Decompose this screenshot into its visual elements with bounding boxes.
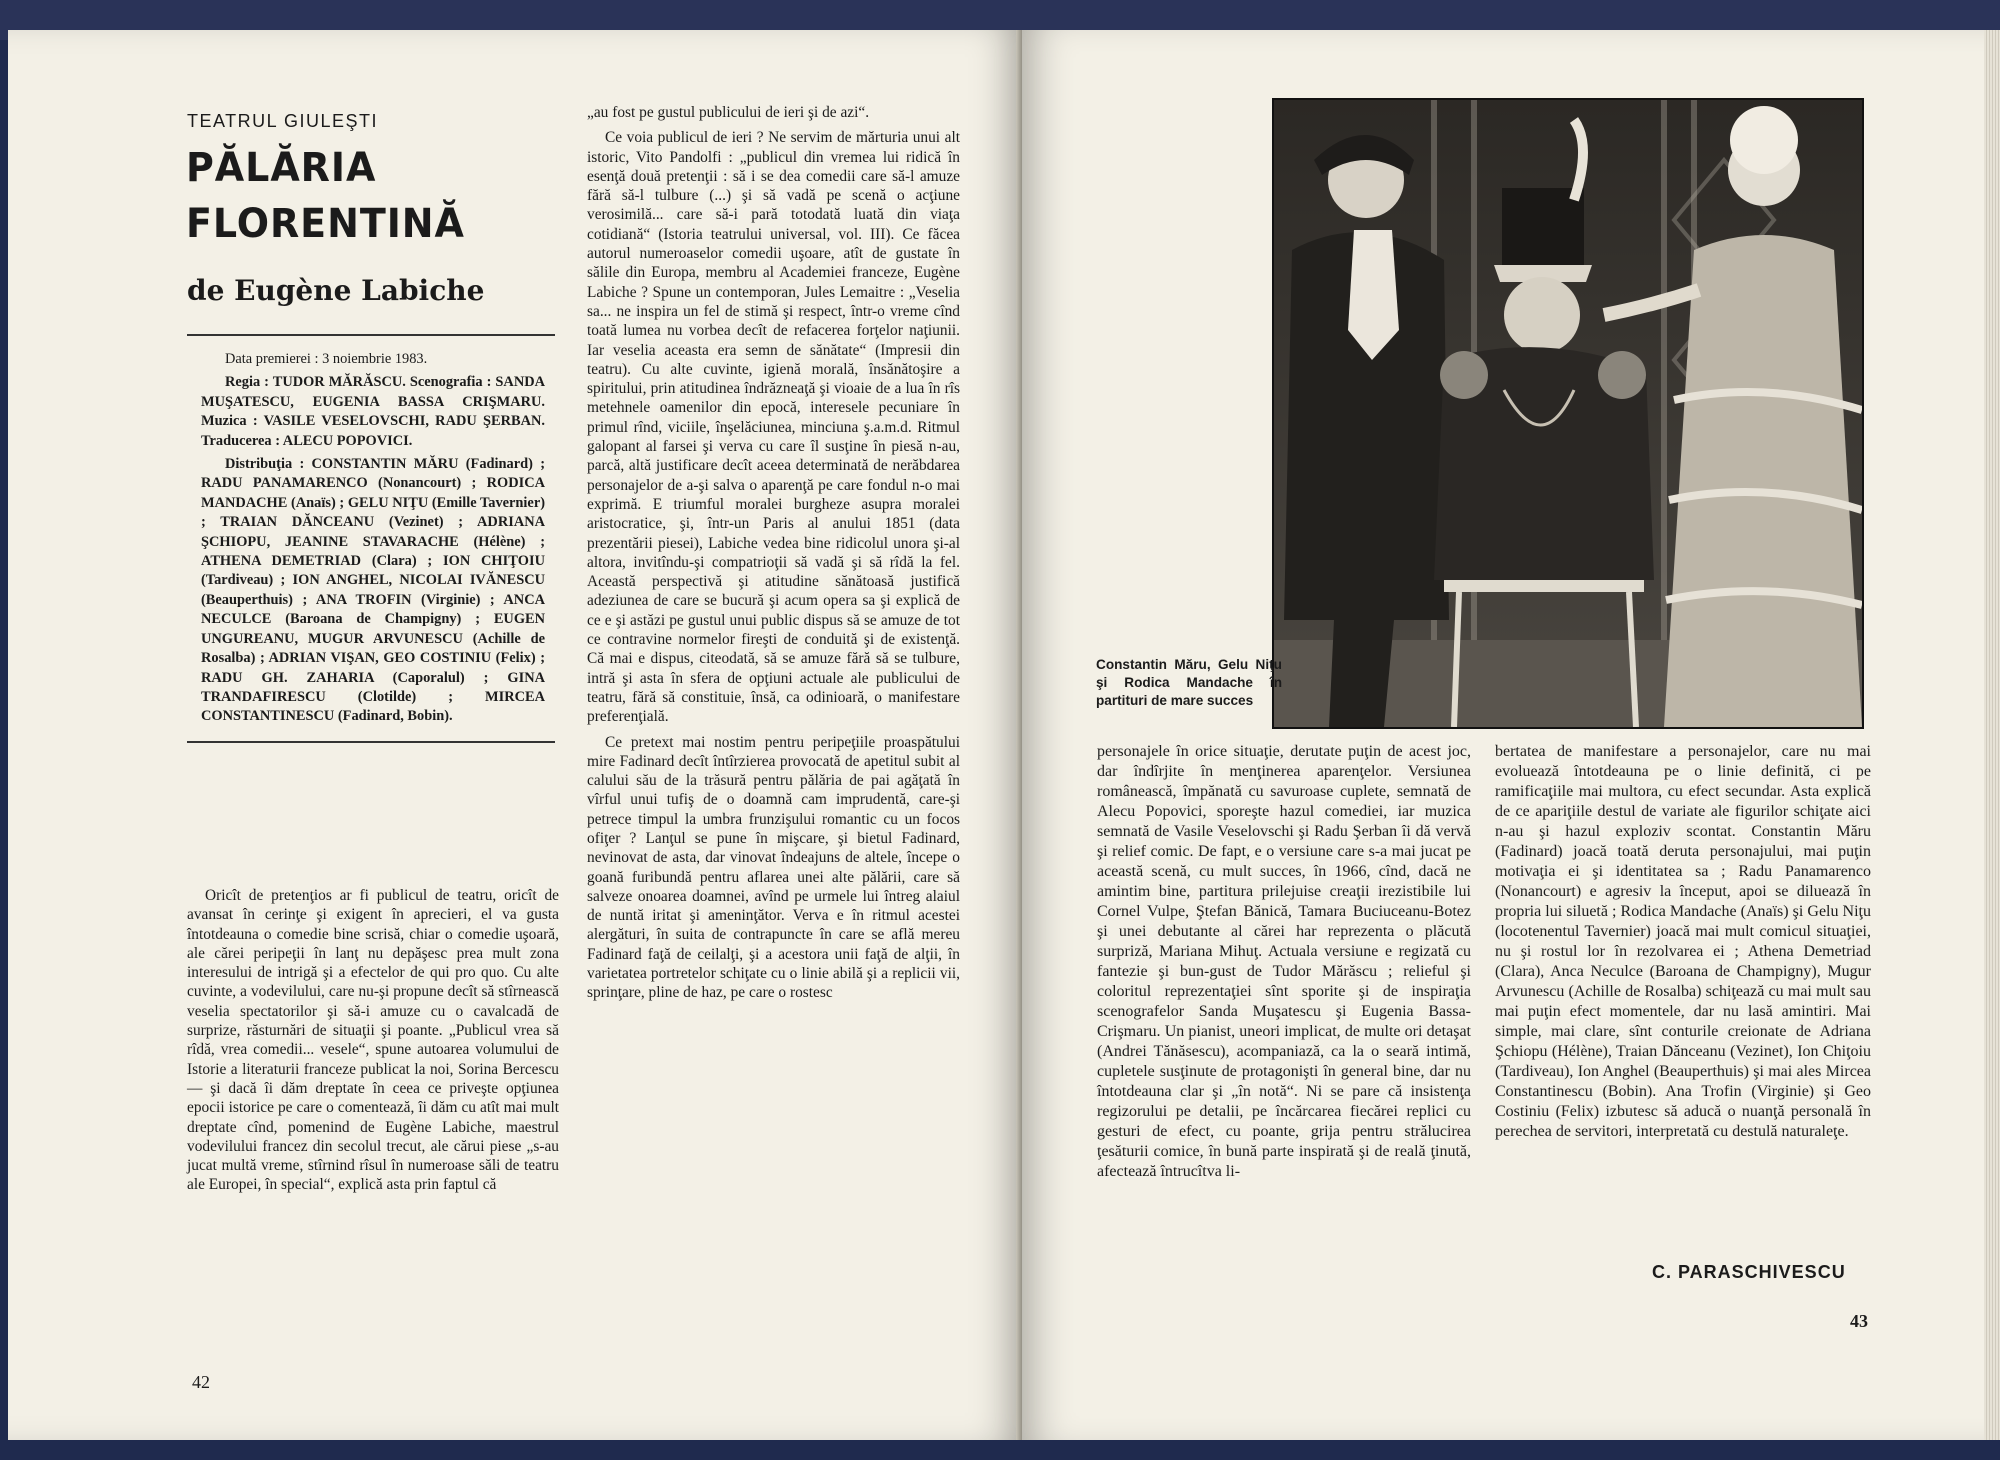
article-paragraph: Ce pretext mai nostim pentru peripeţiile proaspătului mire Fadinard decît întîrzierea provocată de apetitul subit al calului său de la trăsură pentru pălăria de pai agăţată în vîrful unui tufiş de o doamnă cam imprudentă, care-şi petrece timpul la umbra frunzişului romantic cu un focos ofiţer ? Lanţul se pune în mişcare, şi bietul Fadinard, nevinovat de asta, dar vinovat îndeajuns de altele, începe o goană furibundă pentru aflarea unei alte pălării, care să salveze onoarea doamnei, avînd pe urmele lui întreg alaiul de nuntă iritat şi ameninţător. Verva e în ritmul acestei alergături, în suita de contrapuncte în care se află mereu Fadinard faţă de ceilalţi, şi a acestora unii faţă de alţii, în varietatea portretelor schiţate cu o linie abilă şi a replicii vii, sprinţare, pline de haz, pe care o rostesc — [587, 733, 960, 1002]
page-number-right: 43 — [1850, 1311, 1868, 1331]
cast-list: Distribuţia : CONSTANTIN MĂRU (Fadinard) ; RADU PANAMARENCO (Nonancourt) ; RODICA MANDACHE (Anaïs) ; GELU NIŢU (Emille Tavernier) ; TRAIAN DĂNCEANU (Vezinet) ; ADRIANA ŞCHIOPU, JEANINE STAVARACHE (Hélène) ; ATHENA DEMETRIAD (Clara) ; ION CHIŢOIU (Tardiveau) ; ION ANGHEL, NICOLAI IVĂNESCU (Beauperthuis) ; ANA TROFIN (Virginie) ; ANCA NECULCE (Baroana de Champigny) ; EUGEN UNGUREANU, MUGUR ARVUNESCU (Achille de Rosalba) ; ADRIAN VIŞAN, GEO COSTINIU (Felix) ; RADU GH. ZAHARIA (Caporalul) ; GINA TRANDAFIRESCU (Clotilde) ; MIRCEA CONSTANTINESCU (Fadinard, Bobin). — [201, 456, 545, 725]
play-author: de Eugène Labiche — [187, 274, 485, 307]
premiere-date: Data premierei : 3 noiembrie 1983. — [225, 351, 428, 367]
left-column-2 — [587, 103, 960, 1009]
play-title-line2: FLORENTINĂ — [186, 201, 465, 247]
play-title-line1: PĂLĂRIA — [186, 145, 377, 191]
right-column-2 — [1495, 742, 1871, 1142]
article-paragraph: Ce voia publicul de ieri ? Ne servim de mărturia unui alt istoric, Vito Pandolfi : „publicul din vremea lui ridică în esenţă două pretenţii : să i se dea comedii care să-l amuze fără să-l tulbure (...) şi să vadă pe scenă o acţiune verosimilă... care să-i pară totodată luată din viaţa cotidiană“ (Istoria teatrului universal, vol. III). Ce făcea autorul numeroaselor comedii uşoare, atît de gustate în sălile din Europa, membru al Academiei franceze, Eugène Labiche ? Spune un contemporan, Jules Lemaitre : „Veselia sa... ne inspira un fel de stimă şi respect, într-o vreme cînd toată lumea nu vorbea decît de refacerea forţelor naţiunii. Iar veselia aceasta era semn de sănătate“ (Impresii din teatru). Cu alte cuvinte, igienă morală, însănătoşire a spiritului, prin atitudinea îndrăzneaţă şi vioaie de a lua în rîs metehnele oamenilor din epocă, interesele pecuniare în primul rînd, viciile, înşelăciunea, minciuna ş.a.m.d. Ritmul galopant al farsei şi verva cu care îl susţine în piesă n-au, parcă, altă justificare decît aceea determinată de nerăbdarea personajelor de a-şi salva o aparenţă pe care fondul n-o mai exprimă. E triumful moralei burgheze asupra moralei aristocratice, şi, într-un Paris al anului 1851 (data prezentării piesei), Labiche vedea bine ridicolul unora şi-al altora, invitîndu-şi compatrioţii să vadă şi să rîdă la fel. Această perspectivă şi atitudine sănătoasă justifică adeziunea de care se bucură şi acum opera sa şi explică de ce e şi astăzi pe gustul unui public dispus să se amuze de tot ce contravine normelor fireşti de conduită şi de existenţă. Că mai e dispus, citeodată, să se amuze fără să se tulbure, intră şi asta în sfera de opţiuni actuale ale publicului de teatru, fără să constituie, însă, ca odinioară, o manifestare preferenţială. — [587, 129, 960, 726]
page-number-left: 42 — [192, 1372, 210, 1392]
credits-box — [187, 334, 555, 743]
article-paragraph: „au fost pe gustul publicului de ieri şi de azi“. — [587, 104, 870, 121]
production-credits: Regia : TUDOR MĂRĂSCU. Scenografia : SANDA MUŞATESCU, EUGENIA BASSA CRIŞMARU. Muzica : VASILE VESELOVSCHI, RADU ŞERBAN. Traducerea : ALECU POPOVICI. — [201, 374, 545, 449]
article-paragraph: Oricît de pretenţios ar fi publicul de teatru, oricît de avansat în cerinţe şi exigent în aprecieri, el va gusta întotdeauna o comedie bine scrisă, chiar o comedie uşoară, ale cărei peripeţii în lanţ nu depăşesc prea mult zona interesului de intrigă şi a efectelor de qui pro quo. Cu alte cuvinte, a vodevilului, care nu-şi propune decît să stîrnească veselia spectatorilor şi să-i amuze cu o cavalcadă de surprize, răsturnări de situaţii şi poante. „Publicul vrea să rîdă, vrea comedii... vesele“, spune autoarea volumului de Istorie a literaturii franceze publicat la noi, Sorina Bercescu — şi dacă îi dăm dreptate în ceea ce priveşte opţiunea epocii istorice pe care o comentează, îi dăm cu atît mai mult dreptate cînd, pomenind de Eugène Labiche, maestrul vodevilului francez din secolul trecut, ale cărui piese „s-au jucat multă vreme, stîrnind rîsul în numeroase săli de teatru ale Europei, în special“, explică asta prin faptul că — [187, 887, 559, 1194]
photo-caption: Constantin Măru, Gelu Niţu şi Rodica Mandache în partituri de mare succes — [1096, 657, 1282, 708]
left-column-1 — [187, 886, 559, 1201]
article-paragraph: bertatea de manifestare a personajelor, care nu mai evoluează întotdeauna pe o linie definită, ci pe ramificaţiile mai multora, cu efect secundar. Asta explică de ce apariţiile destul de variate ale figurilor schiţate aici n-au şi hazul exploziv scontat. Constantin Măru (Fadinard) joacă toată deruta personajului, mai puţin motivaţia ei şi identitatea sa ; Radu Panamarenco (Nonancourt) e agresiv la început, apoi se diluează în propria lui siluetă ; Rodica Mandache (Anaïs) şi Gelu Niţu (locotenentul Tavernier) joacă mai mult comicul situaţiei, nu şi rostul lor în rezolvarea ei ; Athena Demetriad (Clara), Anca Neculce (Baroana de Champigny), Mugur Arvunescu (Achille de Rosalba) schiţează cu mai mult sau mai puţin efect momentele, dar nu lasă amintiri. Mai simple, mai clare, sînt conturile creionate de Adriana Şchiopu (Hélène), Traian Dănceanu (Vezinet), Ion Chiţoiu (Tardiveau), Ion Anghel (Beauperthuis) şi mai ales Mircea Constantinescu (Bobin). Ana Trofin (Virginie) şi Geo Costiniu (Felix) izbutesc să aducă o nuanţă personală în perechea de servitori, interpretată cu destulă naturaleţe. — [1495, 743, 1871, 1140]
theatre-name: TEATRUL GIULEŞTI — [187, 111, 379, 131]
article-paragraph: personajele în orice situaţie, derutate puţin de acest joc, dar îndîrjite în menţinerea aparenţelor. Versiunea românească, împănată cu savuroase cuplete, semnată de Alecu Popovici, sporeşte hazul comediei, iar muzica semnată de Vasile Veselovschi şi Radu Şerban îi dă vervă şi relief comic. De fapt, e o versiune care s-a mai jucat pe această scenă, cu mult succes, în 1966, cînd, dacă ne amintim bine, partitura prilejuise creaţii irezistibile lui Cornel Vulpe, Ştefan Bănică, Tamara Buciuceanu-Botez şi unei debutante al cărei har reprezenta o plăcută surpriză, Mariana Mihuţ. Actuala versiune e regizată cu fantezie şi bun-gust de Tudor Mărăscu ; relieful şi coloritul reprezentaţiei sînt sporite şi de inspiraţia scenografelor Sanda Muşatescu şi Eugenia Bassa-Crişmaru. Un pianist, uneori implicat, de multe ori detaşat (Andrei Tănăsescu), acompaniază, ca la o seară intimă, cupletele susţinute de protagonişti în general bine, dar nu întotdeauna clar şi „în notă“. Ni se pare că insistenţa regizorului pe detalii, pe încărcarea fiecărei replici cu gesturi de efect, cu poante, grija pentru strălucirea ţesăturii comice, în bună parte inspirată şi de reală ţinută, afectează întrucîtva li- — [1097, 743, 1471, 1180]
stage-photo — [1272, 98, 1864, 729]
author-signature: C. PARASCHIVESCU — [1652, 1262, 1846, 1282]
page-edge — [1984, 30, 2000, 1440]
stage-photo-image — [1274, 100, 1862, 727]
right-column-1 — [1097, 742, 1471, 1182]
